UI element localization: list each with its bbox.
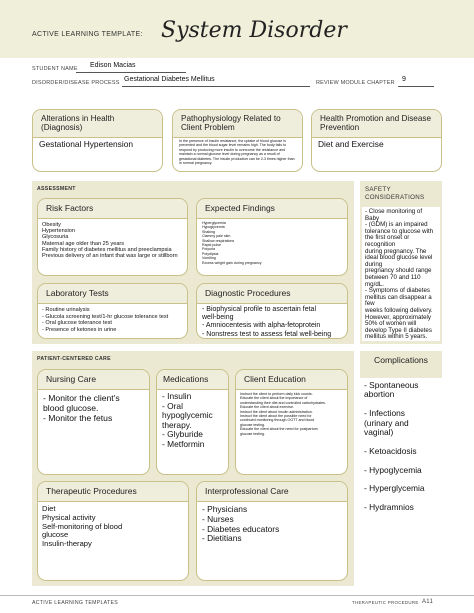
disorder-label: DISORDER/DISEASE PROCESS xyxy=(32,80,120,86)
template-title: System Disorder xyxy=(161,18,347,43)
complication-line: abortion xyxy=(364,389,395,400)
client-education-box xyxy=(235,369,348,475)
disorder-field[interactable]: Gestational Diabetes Mellitus xyxy=(124,76,215,83)
safety-content xyxy=(362,207,440,341)
therapeutic-line: Diet xyxy=(42,504,56,513)
interprofessional-care-box xyxy=(196,481,348,581)
finding-item: Vomiting xyxy=(202,256,216,261)
lab-tests-title: Laboratory Tests xyxy=(46,288,109,298)
safety-title-line: SAFETY xyxy=(365,186,391,193)
education-line: Instruct the client about insulin administration. xyxy=(240,409,313,414)
complication-line: - Infections xyxy=(364,408,405,419)
finding-item: Rapid pulse xyxy=(202,243,221,248)
education-line: Instruct the client to perform daily kick counts. xyxy=(240,392,313,396)
expected-findings-title: Expected Findings xyxy=(205,203,275,213)
complication-line: - Hydramnios xyxy=(364,502,414,513)
footer-left: ACTIVE LEARNING TEMPLATES xyxy=(32,600,119,606)
complication-line: - Spontaneous xyxy=(364,380,419,390)
safety-line: during xyxy=(365,260,383,268)
medication-line: - Metformin xyxy=(162,438,205,449)
medication-line: - Insulin xyxy=(162,391,192,401)
lab-test-item: - Presence of ketones in urine xyxy=(42,326,117,333)
safety-title xyxy=(365,186,424,202)
client-education-title: Client Education xyxy=(244,374,306,384)
therapeutic-line: Self-monitoring of blood xyxy=(42,521,123,531)
risk-factor-item: Obesity xyxy=(42,222,61,228)
education-line: Instruct the client about the possible need for xyxy=(240,414,312,419)
medication-line: therapy. xyxy=(162,419,192,430)
student-name-label: STUDENT NAME xyxy=(32,66,78,72)
safety-line: 50% of women will xyxy=(365,320,417,328)
therapeutic-line: Physical activity xyxy=(42,512,96,522)
finding-item: Excess weight gain during pregnancy xyxy=(202,260,262,265)
interprofessional-line: - Nurses xyxy=(202,513,234,524)
risk-factors-title: Risk Factors xyxy=(46,203,94,213)
chapter-underline xyxy=(398,84,434,87)
lab-test-item: - Glucola screening test/1-hr glucose tolerance test xyxy=(42,313,169,320)
safety-line: mellitus can disappear a xyxy=(365,293,432,301)
finding-item: Hyperglycemia xyxy=(202,221,226,225)
medication-line: - Oral xyxy=(162,400,183,411)
pathophysiology-content: In the presence of insulin resistance, the uptake of blood glucose is prevented and the blood sugar level remains high. The body fails to respond by producing more insulin to overcome the resistance and maintain a normal glucose level during pregnancy as a result of gestational diabetes. The insulin production can be 2-3 times higher than in normal pregnancy. xyxy=(179,139,295,166)
footer-right-label: THERAPEUTIC PROCEDURE xyxy=(352,600,419,605)
nursing-care-line: - Monitor the client's xyxy=(43,393,120,403)
finding-item: Hypoglycemia xyxy=(202,225,225,230)
education-line: glucose testing. xyxy=(240,431,265,436)
medications-box xyxy=(156,369,229,475)
chapter-label: REVIEW MODULE CHAPTER xyxy=(316,80,395,86)
safety-line: few xyxy=(365,300,375,308)
health-promotion-box xyxy=(311,109,442,172)
safety-line: weeks following delivery. xyxy=(365,306,433,314)
complication-line: - Hyperglycemia xyxy=(364,483,425,494)
student-name-underline xyxy=(76,70,186,73)
safety-line: - Symptoms of diabetes xyxy=(365,287,430,295)
therapeutic-line: Insulin-therapy xyxy=(42,539,92,549)
education-line: Educate the client about the importance of xyxy=(240,396,308,401)
medication-line: - Glyburide xyxy=(162,429,203,440)
finding-item: Clammy pale skin xyxy=(202,234,231,239)
safety-line: develop Type II diabetes xyxy=(365,326,432,334)
health-promotion-content: Diet and Exercise xyxy=(318,139,384,149)
diagnostic-item: - Amniocentesis with alpha-fetoprotein xyxy=(202,322,321,330)
patient-care-label: PATIENT-CENTERED CARE xyxy=(37,356,111,362)
finding-item: Shallow respirations xyxy=(202,238,235,243)
education-line: glucose testing. xyxy=(240,422,265,427)
education-line: Educate the client about the need for postpartum xyxy=(240,427,318,432)
pathophysiology-title: Pathophysiology Related to Client Problem xyxy=(181,114,281,133)
nursing-care-title: Nursing Care xyxy=(46,374,97,384)
safety-line: - (GDM) is an impaired xyxy=(365,221,428,229)
disorder-underline xyxy=(122,84,310,87)
medication-line: hypoglycemic xyxy=(162,410,213,421)
education-line: Educate the client about exercise. xyxy=(240,405,294,410)
safety-line: during pregnancy. The xyxy=(365,247,427,255)
alterations-box xyxy=(32,109,163,172)
safety-line: Baby xyxy=(365,214,380,222)
diagnostic-procedures-box xyxy=(196,283,348,339)
risk-factors-box xyxy=(37,198,188,276)
safety-line: ideal blood glucose level xyxy=(365,254,433,262)
medications-title: Medications xyxy=(163,374,209,384)
therapeutic-procedures-title: Therapeutic Procedures xyxy=(46,486,137,496)
interprofessional-line: - Dietitians xyxy=(202,533,242,544)
template-label: ACTIVE LEARNING TEMPLATE: xyxy=(32,31,143,38)
diagnostic-item: - Biophysical profile to ascertain fetal xyxy=(202,306,316,313)
education-line: understanding their diet and controlled carbohydrates. xyxy=(240,400,326,405)
nursing-care-line: - Monitor the fetus xyxy=(43,413,113,423)
risk-factor-item: Glycosuria xyxy=(42,234,69,241)
nursing-care-line: blood glucose. xyxy=(43,403,99,413)
safety-line: between 70 and 110 xyxy=(365,273,421,281)
finding-item: Polyuria xyxy=(202,247,215,252)
risk-factor-item: Previous delivery of an infant that was large or stillborn xyxy=(42,253,178,260)
safety-line: However, approximately xyxy=(365,313,432,321)
complication-line: vaginal) xyxy=(364,427,394,438)
risk-factor-item: Maternal age older than 25 years xyxy=(42,240,125,247)
safety-line: recognition xyxy=(365,240,396,248)
safety-line: tolerance to glucose with xyxy=(365,227,434,235)
safety-line: - Close monitoring of xyxy=(365,208,423,215)
safety-line: mellitus within 5 years. xyxy=(365,333,428,341)
complication-line: - Ketoacidosis xyxy=(364,445,417,456)
lab-test-item: - Routine urinalysis xyxy=(42,307,90,313)
complications-content xyxy=(360,378,442,586)
interprofessional-care-title: Interprofessional Care xyxy=(205,486,289,496)
nursing-care-box xyxy=(37,369,150,475)
diagnostic-item: well-being xyxy=(202,314,234,322)
complication-line: (urinary and xyxy=(364,417,409,428)
complication-line: - Hypoglycemia xyxy=(364,464,422,475)
pathophysiology-box xyxy=(172,109,303,172)
lab-tests-box xyxy=(37,283,188,339)
assessment-label: ASSESSMENT xyxy=(37,186,76,192)
footer-page: A11 xyxy=(422,599,434,605)
safety-line: mg/dL. xyxy=(365,280,384,288)
safety-line: the first onset or xyxy=(365,234,410,242)
education-line: continued monitoring through OGTT and blood xyxy=(240,418,315,423)
risk-factor-item: Hypertension xyxy=(42,228,75,235)
therapeutic-line: glucose xyxy=(42,530,69,540)
health-promotion-title: Health Promotion and Disease Prevention xyxy=(320,114,432,133)
interprofessional-line: - Physicians xyxy=(202,504,248,514)
chapter-field[interactable]: 9 xyxy=(402,76,406,83)
diagnostic-procedures-title: Diagnostic Procedures xyxy=(205,288,291,298)
student-name-field[interactable]: Edison Macias xyxy=(90,62,136,69)
diagnostic-item: - Nonstress test to assess fetal well-being xyxy=(202,330,332,338)
finding-item: Polydipsia xyxy=(202,251,219,256)
therapeutic-procedures-box xyxy=(37,481,189,581)
complications-title: Complications xyxy=(374,355,428,365)
safety-title-line: CONSIDERATIONS xyxy=(365,193,425,201)
safety-line: pregnancy should range xyxy=(365,267,432,275)
alterations-content: Gestational Hypertension xyxy=(39,139,134,149)
lab-test-item: - Oral glucose tolerance test xyxy=(42,320,112,327)
footer-rule xyxy=(0,595,474,596)
risk-factor-item: Family history of diabetes mellitus and preeclampsia xyxy=(42,246,172,253)
finding-item: Shaking xyxy=(202,229,215,234)
interprofessional-line: - Diabetes educators xyxy=(202,523,280,534)
expected-findings-box xyxy=(196,198,348,276)
alterations-title: Alterations in Health (Diagnosis) xyxy=(41,114,115,133)
